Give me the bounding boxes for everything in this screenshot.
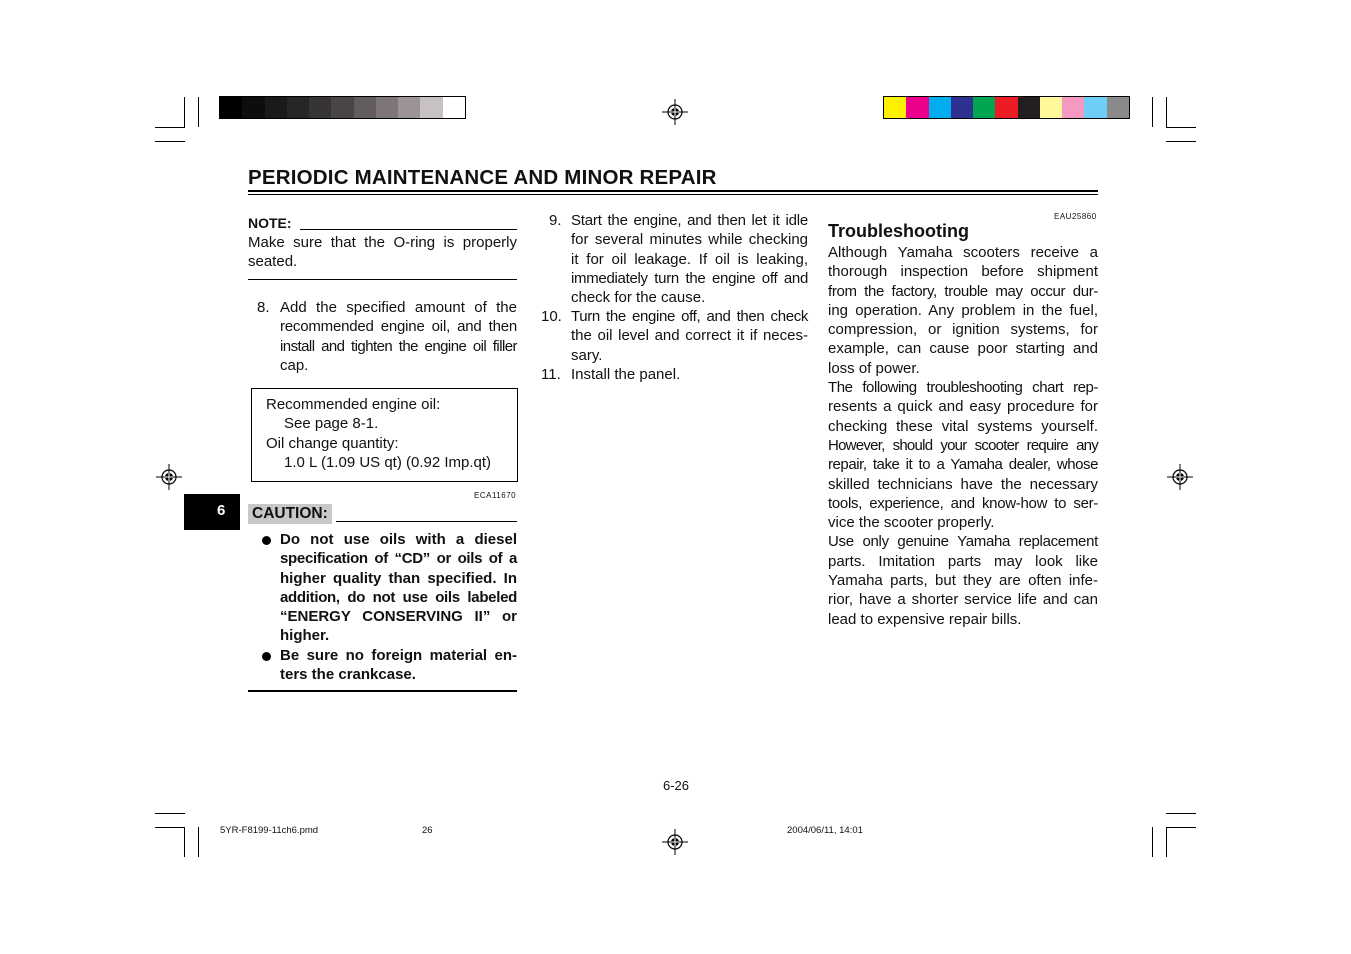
- calibration-swatch: [242, 97, 265, 118]
- body-line: However, should your scooter require any: [828, 436, 1098, 454]
- footer-filename: 5YR-F8199-11ch6.pmd: [220, 825, 319, 836]
- calibration-swatch: [220, 97, 243, 118]
- footer-timestamp: 2004/06/11, 14:01: [787, 825, 863, 836]
- calibration-swatch: [354, 97, 377, 118]
- spec-oil-label: Recommended engine oil:: [266, 396, 441, 413]
- step-text-line: Start the engine, and then let it idle: [571, 212, 808, 229]
- calibration-swatch: [309, 97, 332, 118]
- calibration-swatch: [906, 97, 929, 118]
- body-line: resents a quick and easy procedure for: [828, 398, 1098, 416]
- calibration-swatch: [398, 97, 421, 118]
- body-line: lead to expensive repair bills.: [828, 610, 1022, 628]
- page-title: PERIODIC MAINTENANCE AND MINOR REPAIR: [248, 166, 717, 189]
- note-block: [248, 215, 517, 280]
- body-line: repair, take it to a Yamaha dealer, whose: [828, 456, 1098, 474]
- crop-mark: [1166, 827, 1196, 828]
- calibration-swatch: [420, 97, 443, 118]
- step-text-line: Add the specified amount of the: [280, 299, 517, 316]
- registration-mark-icon: [156, 464, 182, 490]
- registration-mark-icon: [662, 829, 688, 855]
- body-line: thorough inspection before shipment: [828, 263, 1098, 281]
- bullet-icon: [262, 652, 271, 661]
- step-text-line: check for the cause.: [571, 289, 706, 307]
- crop-mark: [1166, 813, 1196, 814]
- body-line: vice the scooter properly.: [828, 514, 995, 532]
- bullet-icon: [262, 536, 271, 545]
- crop-mark: [1152, 97, 1153, 127]
- page-number: 6-26: [663, 778, 690, 793]
- body-line: loss of power.: [828, 359, 920, 377]
- crop-mark: [155, 127, 185, 128]
- body-line: skilled technicians have the necessary: [828, 475, 1098, 493]
- body-line: parts. Imitation parts may look like: [828, 552, 1098, 570]
- body-line: example, can cause poor starting and: [828, 340, 1098, 358]
- caution-label: CAUTION:: [248, 504, 332, 524]
- calibration-swatch: [331, 97, 354, 118]
- crop-mark: [1166, 827, 1167, 857]
- step-9: [540, 211, 808, 307]
- step-text-line: Turn the engine off, and then check: [571, 308, 808, 325]
- caution-line: Do not use oils with a diesel: [280, 531, 517, 548]
- step-text-line: Install the panel.: [571, 366, 681, 383]
- section-code: EAU25860: [1054, 212, 1097, 221]
- crop-mark: [198, 827, 199, 857]
- crop-mark: [155, 141, 185, 142]
- calibration-swatch: [287, 97, 310, 118]
- crop-mark: [1166, 141, 1196, 142]
- calibration-swatch: [1084, 97, 1107, 118]
- calibration-swatch: [1107, 97, 1130, 118]
- calibration-swatch: [1018, 97, 1041, 118]
- crop-mark: [1152, 827, 1153, 857]
- step-number: 8.: [257, 299, 270, 316]
- caution-line: “ENERGY CONSERVING II” or: [280, 608, 517, 626]
- note-end-rule: [248, 279, 517, 280]
- crop-mark: [1166, 97, 1167, 127]
- caution-line: higher quality than specified. In: [280, 569, 517, 587]
- registration-mark-icon: [1167, 464, 1193, 490]
- title-rule: [248, 194, 1098, 195]
- step-number: 10.: [541, 308, 562, 325]
- step-text-line: recommended engine oil, and then: [280, 318, 517, 336]
- note-text-line: Make sure that the O-ring is properly: [248, 234, 517, 251]
- crop-mark: [184, 827, 185, 857]
- body-line: rior, have a shorter service life and can: [828, 591, 1098, 609]
- caution-rule: [336, 521, 517, 523]
- spec-oil-value: See page 8-1.: [284, 415, 379, 433]
- caution-line: specification of “CD” or oils of a: [280, 550, 517, 568]
- registration-mark-icon: [662, 99, 688, 125]
- calibration-swatch: [973, 97, 996, 118]
- calibration-swatch: [443, 97, 466, 118]
- caution-line: Be sure no foreign material en-: [280, 646, 517, 664]
- footer-page: 26: [422, 825, 433, 836]
- step-text-line: it for oil leakage. If oil is leaking,: [571, 250, 808, 268]
- crop-mark: [155, 813, 185, 814]
- calibration-swatch: [929, 97, 952, 118]
- crop-mark: [1166, 127, 1196, 128]
- title-rule: [248, 190, 1098, 192]
- spec-qty-label: Oil change quantity:: [266, 434, 399, 452]
- step-text-line: install and tighten the engine oil filler: [280, 337, 517, 355]
- caution-block: [248, 504, 517, 692]
- calibration-swatch: [265, 97, 288, 118]
- calibration-swatch: [884, 97, 907, 118]
- step-text-line: sary.: [571, 346, 603, 364]
- note-label: NOTE:: [248, 215, 292, 231]
- step-text-line: cap.: [280, 356, 309, 374]
- caution-end-rule: [248, 690, 517, 692]
- body-line: Use only genuine Yamaha replacement: [828, 533, 1098, 551]
- note-rule: [300, 229, 517, 230]
- spec-box: [251, 388, 518, 482]
- step-text-line: for several minutes while checking: [571, 231, 808, 249]
- caution-line: ters the crankcase.: [280, 666, 416, 684]
- crop-mark: [198, 97, 199, 127]
- note-text-line: seated.: [248, 253, 298, 271]
- step-number: 9.: [549, 212, 562, 229]
- caution-line: addition, do not use oils labeled: [280, 588, 517, 606]
- caution-code: ECA11670: [474, 491, 517, 500]
- crop-mark: [184, 97, 185, 127]
- calibration-swatch: [951, 97, 974, 118]
- troubleshooting-text: [828, 243, 1098, 629]
- crop-mark: [155, 827, 185, 828]
- calibration-swatch: [376, 97, 399, 118]
- body-line: Although Yamaha scooters receive a: [828, 244, 1098, 261]
- body-line: from the factory, trouble may occur dur-: [828, 282, 1098, 300]
- body-line: ing operation. Any problem in the fuel,: [828, 301, 1098, 319]
- caution-line: higher.: [280, 627, 330, 645]
- step-10: [540, 307, 808, 365]
- section-tab: [184, 494, 240, 530]
- calibration-swatch: [1062, 97, 1085, 118]
- body-line: compression, or ignition systems, for: [828, 321, 1098, 339]
- step-number: 11.: [541, 366, 561, 383]
- step-text-line: immediately turn the engine off and: [571, 269, 808, 287]
- section-heading: Troubleshooting: [828, 221, 969, 241]
- step-8: [248, 298, 517, 375]
- calibration-swatch: [1040, 97, 1063, 118]
- body-line: tools, experience, and know-how to ser-: [828, 494, 1098, 512]
- step-11: [540, 365, 808, 384]
- body-line: checking these vital systems yourself.: [828, 417, 1098, 435]
- section-tab-label: 6: [217, 502, 226, 519]
- step-text-line: the oil level and correct it if neces-: [571, 327, 808, 345]
- calibration-swatch: [995, 97, 1018, 118]
- body-line: Yamaha parts, but they are often infe-: [828, 572, 1098, 590]
- spec-qty-value: 1.0 L (1.09 US qt) (0.92 Imp.qt): [284, 453, 492, 471]
- body-line: The following troubleshooting chart rep-: [828, 379, 1098, 397]
